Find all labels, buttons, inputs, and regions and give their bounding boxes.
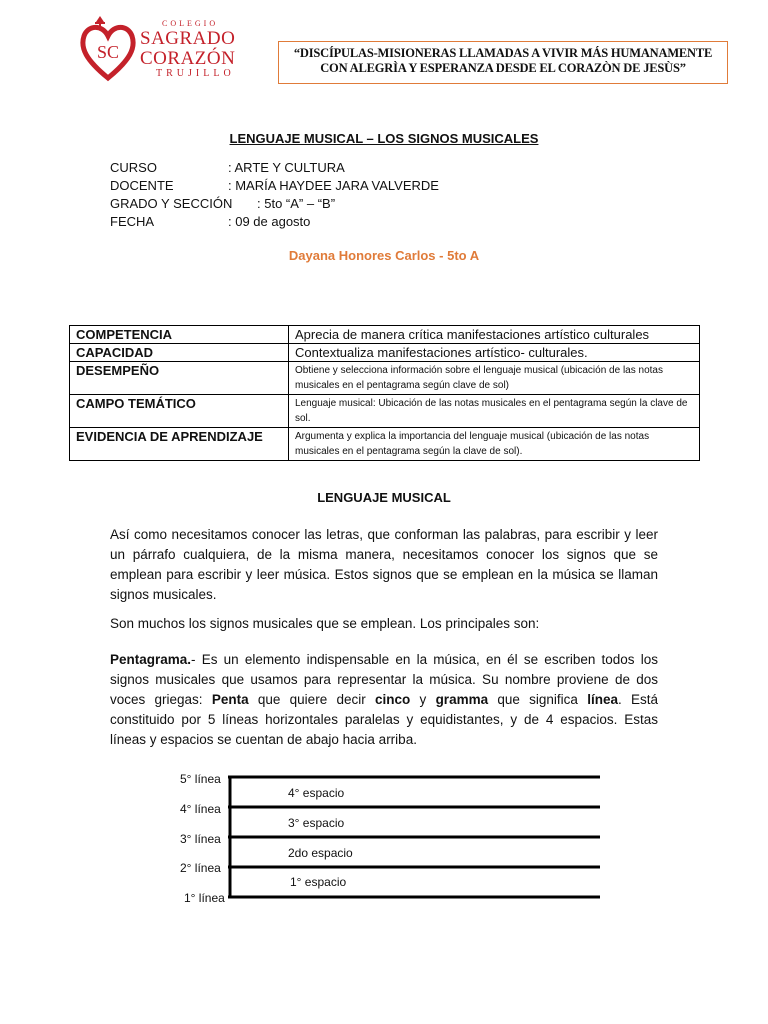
section-title: LENGUAJE MUSICAL [317,490,451,505]
heart-logo-icon [78,14,138,84]
staff-line-label: 2° línea [180,861,221,875]
table-value-cell: Lenguaje musical: Ubicación de las notas musicales en el pentagrama según la clave de sol. [289,395,700,428]
term-cinco: cinco [375,692,411,707]
motto-line-1: “DISCÍPULAS-MISIONERAS LLAMADAS A VIVIR MÁS HUMANAMENTE [293,46,713,60]
competency-table [69,325,700,461]
student-name: Dayana Honores Carlos - 5to A [288,248,480,263]
staff-line-label: 3° línea [180,832,221,846]
table-header-cell: CAMPO TEMÁTICO [70,395,289,428]
staff-space-label: 4° espacio [288,786,345,800]
info-label: CURSO [110,160,157,175]
info-value: : MARÍA HAYDEE JARA VALVERDE [228,178,439,193]
staff-line-label: 5° línea [180,772,221,786]
logo-initials: SC [96,42,120,62]
staff-diagram [170,768,610,908]
staff-line-label: 1° línea [184,891,225,905]
logo-trujillo: TRUJILLO [156,68,235,79]
staff-space-label: 3° espacio [288,816,345,830]
table-header-cell: DESEMPEÑO [70,362,289,395]
table-row [70,326,700,344]
table-value-cell: Argumenta y explica la importancia del lenguaje musical (ubicación de las notas musicales en el pentagrama según la clave de sol). [289,428,700,461]
logo-colegio: COLEGIO [162,19,219,28]
table-value-cell: Obtiene y selecciona información sobre el lenguaje musical (ubicación de las notas musicales en el pentagrama según clave de sol) [289,362,700,395]
table-row [70,428,700,461]
info-value: : 09 de agosto [228,214,311,229]
paragraph-pentagrama: Pentagrama.- Es un elemento indispensable en la música, en él se escriben todos los signos musicales que usamos para representar la música. Su nombre proviene de dos voces griegas: Penta que quiere decir cinco y gramma que significa línea. Está constituido por 5 líneas horizontales paralelas y equidistantes, y de 4 espacios. Estas líneas y espacios se cuentan de abajo hacia arriba. [110,652,659,747]
table-row [70,344,700,362]
term-linea: línea [587,692,618,707]
term-penta: Penta [211,692,249,707]
staff-line-label: 4° línea [180,802,221,816]
logo-sagrado: SAGRADO [140,28,236,49]
paragraph-list-intro: Son muchos los signos musicales que se emplean. Los principales son: [110,616,540,631]
table-header-cell: EVIDENCIA DE APRENDIZAJE [70,428,289,461]
info-label: FECHA [110,214,155,229]
logo-corazon: CORAZÓN [140,48,236,69]
table-row [70,395,700,428]
table-header-cell: CAPACIDAD [70,344,289,362]
motto-box [278,41,728,84]
table-row [70,362,700,395]
logo-wordmark [140,20,235,79]
info-value: : ARTE Y CULTURA [228,160,345,175]
staff-space-label: 1° espacio [290,875,347,889]
motto-line-2: CON ALEGRÌA Y ESPERANZA DESDE EL CORAZÒN DE JESÙS” [320,61,686,75]
info-label: DOCENTE [110,178,174,193]
document-title: LENGUAJE MUSICAL – LOS SIGNOS MUSICALES [229,131,539,146]
info-value: : 5to “A” – “B” [257,196,336,211]
info-label: GRADO Y SECCIÓN [110,196,233,211]
table-value-cell: Contextualiza manifestaciones artístico- culturales. [289,344,700,362]
table-header-cell: COMPETENCIA [70,326,289,344]
term-pentagrama: Pentagrama. [110,652,192,667]
staff-space-label: 2do espacio [288,846,353,860]
table-value-cell: Aprecia de manera crítica manifestaciones artístico culturales [289,326,700,344]
school-logo [78,14,248,92]
term-gramma: gramma [435,692,489,707]
paragraph-intro: Así como necesitamos conocer las letras, que conforman las palabras, para escribir y leer un párrafo cualquiera, de la misma manera, necesitamos conocer los signos que se emplean para escribir y leer música. Estos signos que se emplean en la música se llaman signos musicales. [110,527,658,602]
